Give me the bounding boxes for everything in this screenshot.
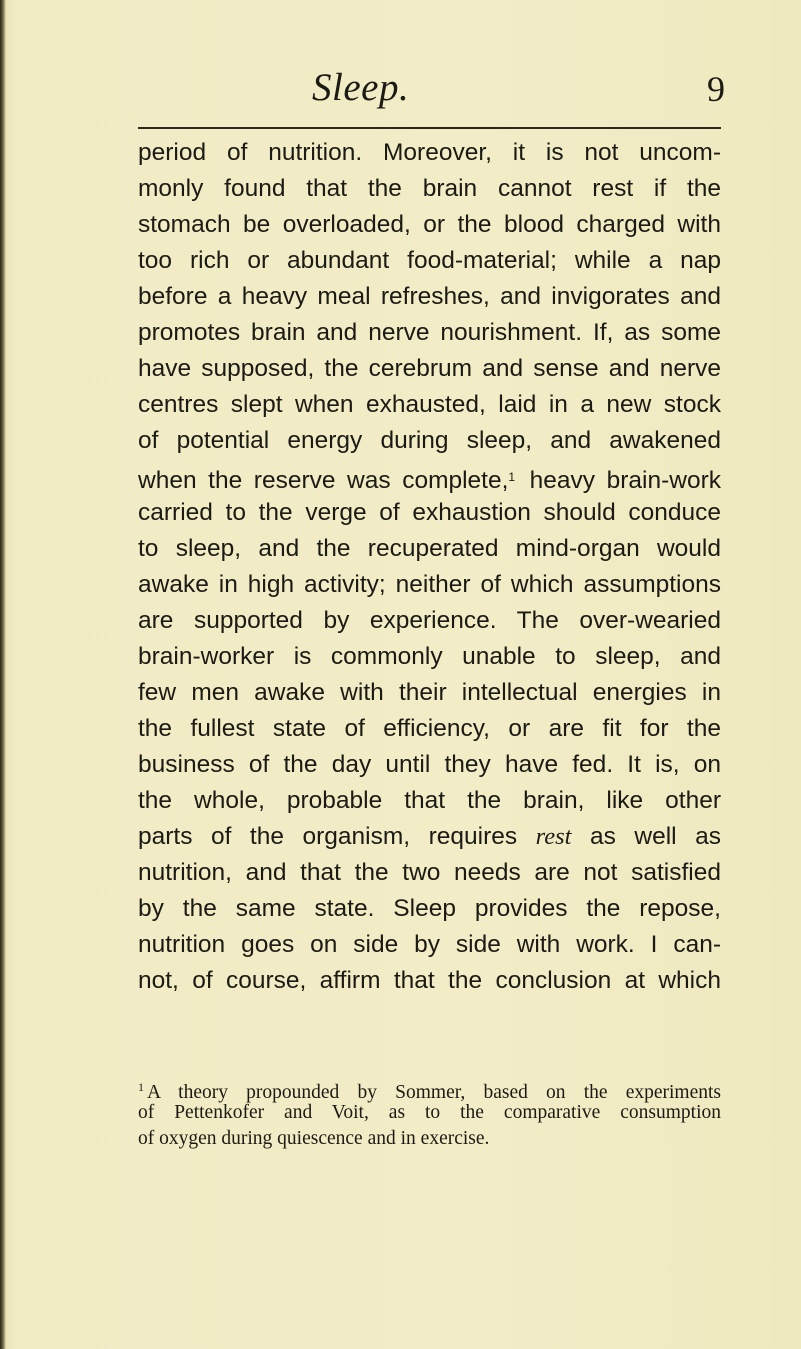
body-text (138, 135, 721, 999)
footnote-line: of Pettenkofer and Voit, as to the comparative consumption (138, 1102, 721, 1123)
text-line (138, 459, 721, 495)
text-line: nutrition goes on side by side with work. I can- (138, 931, 721, 958)
text-line: the whole, probable that the brain, like other (138, 787, 721, 814)
footnote-reference: 1 (508, 470, 516, 484)
text-line: brain-worker is commonly unable to sleep, and (138, 643, 721, 670)
page-number: 9 (707, 69, 725, 109)
text-line: centres slept when exhausted, laid in a new stock (138, 391, 721, 418)
text-line: period of nutrition. Moreover, it is not uncom- (138, 139, 721, 166)
text-segment: parts of the organism, requires (138, 823, 518, 850)
text-line: before a heavy meal refreshes, and invigorates and (138, 283, 721, 310)
footnote-line (138, 1074, 721, 1103)
running-head-title: Sleep. (312, 66, 410, 109)
text-line: awake in high activity; neither of which assumptions (138, 571, 721, 598)
footnote (138, 1074, 721, 1152)
text-segment: when the reserve was complete, (138, 467, 509, 494)
page-gutter-edge (0, 0, 6, 1349)
text-line: of potential energy during sleep, and awakened (138, 427, 721, 454)
text-line: few men awake with their intellectual energies in (138, 679, 721, 706)
footnote-marker: 1 (138, 1080, 144, 1094)
text-line: nutrition, and that the two needs are not satisfied (138, 859, 721, 886)
text-line: are supported by experience. The over-wearied (138, 607, 721, 634)
text-segment: heavy brain-work (518, 467, 722, 494)
italic-word: rest (535, 823, 572, 850)
text-line: stomach be overloaded, or the blood charged with (138, 211, 721, 238)
text-line: carried to the verge of exhaustion should conduce (138, 499, 721, 526)
text-line: too rich or abundant food-material; while a nap (138, 247, 721, 274)
text-line: by the same state. Sleep provides the repose, (138, 895, 721, 922)
footnote-text: A theory propounded by Sommer, based on the experiments (147, 1082, 721, 1103)
text-line: not, of course, affirm that the conclusion at which (138, 967, 721, 994)
text-line: business of the day until they have fed. It is, on (138, 751, 721, 778)
text-line (138, 819, 721, 855)
text-line: promotes brain and nerve nourishment. If, as some (138, 319, 721, 346)
text-segment: as well as (571, 823, 721, 850)
text-line: have supposed, the cerebrum and sense and nerve (138, 355, 721, 382)
footnote-line: of oxygen during quiescence and in exercise. (138, 1128, 490, 1149)
running-head (0, 64, 801, 112)
text-line: monly found that the brain cannot rest if the (138, 175, 721, 202)
text-line: the fullest state of efficiency, or are fit for the (138, 715, 721, 742)
header-rule (138, 127, 721, 129)
text-line: to sleep, and the recuperated mind-organ would (138, 535, 721, 562)
